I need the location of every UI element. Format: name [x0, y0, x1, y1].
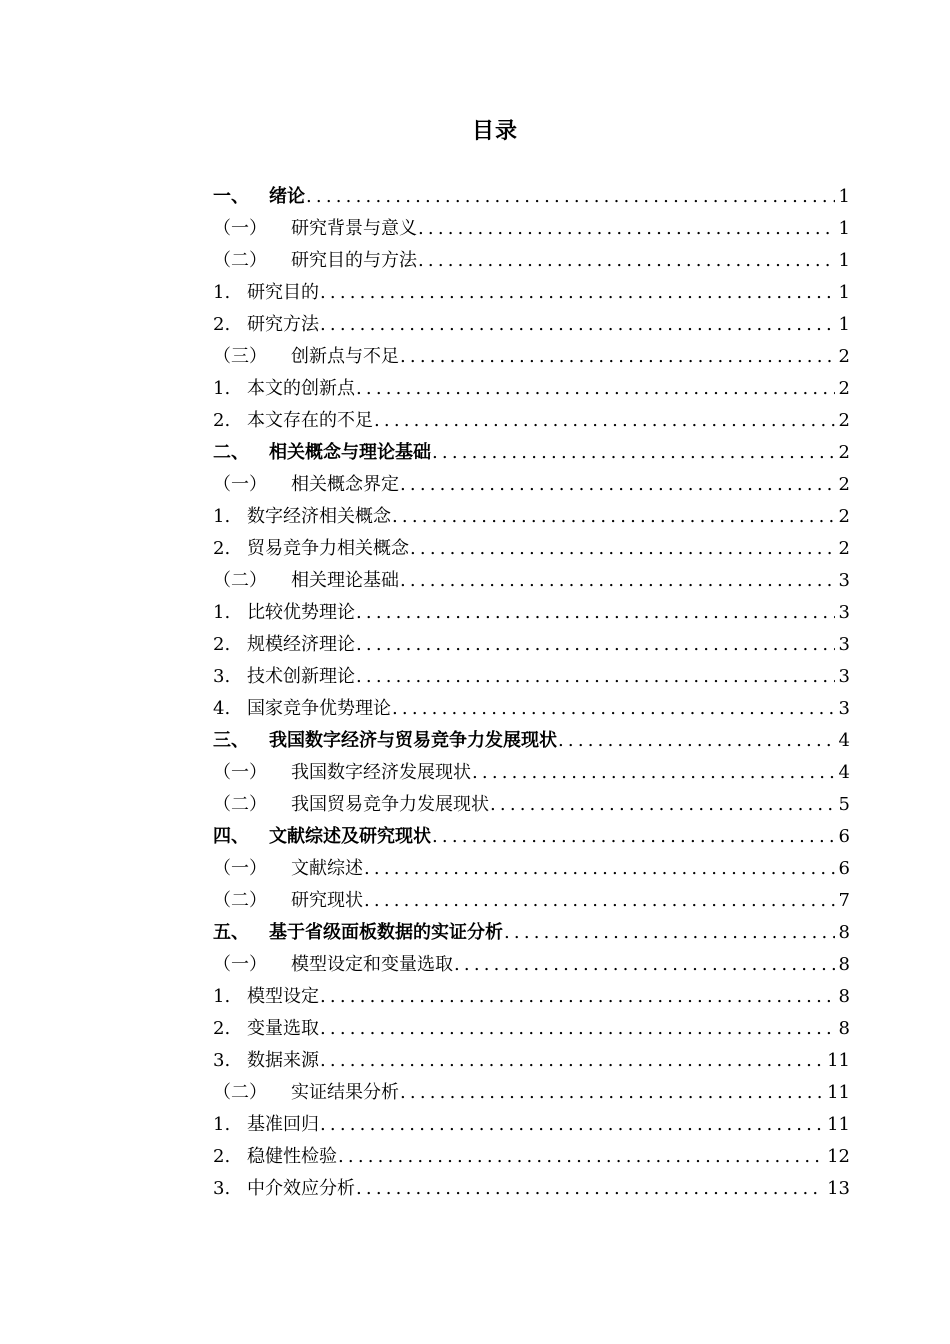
dot-leader — [432, 437, 835, 469]
toc-entry-page-number: 2 — [838, 410, 850, 431]
toc-entry-page-number: 3 — [838, 634, 850, 655]
toc-entry-level-3[interactable] — [213, 501, 850, 533]
toc-entry-number: 1. — [213, 1114, 231, 1135]
dot-leader — [356, 629, 835, 661]
dot-leader — [320, 981, 835, 1013]
toc-entry-number: 1. — [213, 986, 231, 1007]
toc-entry-number: （二） — [213, 794, 267, 815]
toc-entry-level-3[interactable] — [213, 373, 850, 405]
toc-entry-label: 相关概念界定 — [291, 474, 399, 495]
toc-entry-page-number: 1 — [838, 282, 850, 303]
toc-entry-level-3[interactable] — [213, 597, 850, 629]
dot-leader — [400, 565, 835, 597]
toc-entry-label: 我国数字经济发展现状 — [291, 762, 471, 783]
toc-entry-label: 研究目的 — [247, 282, 319, 303]
toc-entry-level-2[interactable] — [213, 341, 850, 373]
toc-entry-page-number: 13 — [827, 1178, 850, 1199]
toc-entry-label: 中介效应分析 — [247, 1178, 355, 1199]
toc-entry-number: 3. — [213, 666, 231, 687]
toc-entry-page-number: 7 — [838, 890, 850, 911]
toc-entry-label: 创新点与不足 — [291, 346, 399, 367]
page-title: 目录 — [471, 119, 518, 144]
toc-entry-number: 3. — [213, 1050, 231, 1071]
toc-entry-number: 4. — [213, 698, 231, 719]
table-of-contents — [213, 181, 850, 1205]
dot-leader — [356, 597, 835, 629]
toc-entry-label: 贸易竞争力相关概念 — [247, 538, 409, 559]
toc-entry-number: （一） — [213, 858, 267, 879]
toc-entry-label: 基于省级面板数据的实证分析 — [269, 922, 503, 943]
toc-entry-page-number: 11 — [827, 1050, 850, 1071]
toc-entry-page-number: 11 — [827, 1082, 850, 1103]
toc-entry-page-number: 1 — [838, 314, 850, 335]
toc-entry-label: 比较优势理论 — [247, 602, 355, 623]
toc-entry-number: （二） — [213, 1082, 267, 1103]
toc-entry-level-3[interactable] — [213, 533, 850, 565]
toc-entry-number: 1. — [213, 602, 231, 623]
toc-entry-level-3[interactable] — [213, 1109, 850, 1141]
dot-leader — [356, 1173, 823, 1205]
toc-entry-label: 规模经济理论 — [247, 634, 355, 655]
toc-entry-level-2[interactable] — [213, 885, 850, 917]
toc-entry-page-number: 8 — [838, 954, 850, 975]
toc-entry-level-1[interactable] — [213, 437, 850, 469]
toc-entry-level-2[interactable] — [213, 245, 850, 277]
dot-leader — [320, 1109, 823, 1141]
toc-entry-number: 2. — [213, 314, 231, 335]
toc-entry-level-3[interactable] — [213, 1045, 850, 1077]
toc-entry-number: 四、 — [213, 826, 249, 847]
toc-entry-level-3[interactable] — [213, 1173, 850, 1205]
dot-leader — [306, 181, 835, 213]
toc-entry-number: 2. — [213, 634, 231, 655]
toc-entry-number: （一） — [213, 954, 267, 975]
toc-entry-label: 数据来源 — [247, 1050, 319, 1071]
toc-entry-page-number: 11 — [827, 1114, 850, 1135]
toc-entry-level-2[interactable] — [213, 469, 850, 501]
dot-leader — [454, 949, 835, 981]
dot-leader — [400, 1077, 823, 1109]
dot-leader — [320, 309, 835, 341]
toc-entry-level-2[interactable] — [213, 853, 850, 885]
toc-entry-level-2[interactable] — [213, 1077, 850, 1109]
toc-entry-level-1[interactable] — [213, 725, 850, 757]
toc-entry-number: （一） — [213, 218, 267, 239]
toc-entry-page-number: 6 — [838, 826, 850, 847]
dot-leader — [490, 789, 835, 821]
toc-entry-page-number: 8 — [838, 986, 850, 1007]
toc-entry-label: 稳健性检验 — [247, 1146, 337, 1167]
toc-entry-number: （二） — [213, 250, 267, 271]
dot-leader — [356, 661, 835, 693]
toc-entry-level-3[interactable] — [213, 693, 850, 725]
toc-entry-page-number: 3 — [838, 602, 850, 623]
dot-leader — [392, 501, 835, 533]
toc-entry-page-number: 5 — [838, 794, 850, 815]
toc-entry-level-1[interactable] — [213, 821, 850, 853]
toc-entry-number: 一、 — [213, 186, 249, 207]
toc-entry-level-2[interactable] — [213, 565, 850, 597]
toc-entry-page-number: 2 — [838, 506, 850, 527]
toc-entry-number: （二） — [213, 570, 267, 591]
toc-entry-label: 相关概念与理论基础 — [269, 442, 431, 463]
dot-leader — [400, 341, 835, 373]
toc-entry-label: 模型设定 — [247, 986, 319, 1007]
toc-entry-level-3[interactable] — [213, 1141, 850, 1173]
toc-entry-level-1[interactable] — [213, 917, 850, 949]
dot-leader — [410, 533, 835, 565]
toc-entry-label: 相关理论基础 — [291, 570, 399, 591]
toc-entry-label: 绪论 — [269, 186, 305, 207]
toc-entry-level-2[interactable] — [213, 789, 850, 821]
dot-leader — [374, 405, 835, 437]
dot-leader — [320, 1045, 823, 1077]
toc-entry-page-number: 4 — [838, 762, 850, 783]
toc-entry-page-number: 3 — [838, 570, 850, 591]
dot-leader — [364, 853, 835, 885]
dot-leader — [472, 757, 835, 789]
toc-entry-number: 二、 — [213, 442, 249, 463]
toc-entry-level-2[interactable] — [213, 213, 850, 245]
toc-entry-level-3[interactable] — [213, 661, 850, 693]
toc-entry-level-3[interactable] — [213, 981, 850, 1013]
toc-entry-page-number: 2 — [838, 474, 850, 495]
toc-entry-page-number: 3 — [838, 666, 850, 687]
toc-entry-label: 基准回归 — [247, 1114, 319, 1135]
toc-entry-page-number: 2 — [838, 378, 850, 399]
toc-entry-label: 文献综述及研究现状 — [269, 826, 431, 847]
toc-entry-number: （一） — [213, 762, 267, 783]
toc-entry-page-number: 2 — [838, 346, 850, 367]
toc-entry-level-1[interactable] — [213, 181, 850, 213]
toc-entry-level-3[interactable] — [213, 405, 850, 437]
toc-entry-number: 五、 — [213, 922, 249, 943]
toc-entry-number: 1. — [213, 282, 231, 303]
toc-entry-label: 研究目的与方法 — [291, 250, 417, 271]
toc-entry-label: 实证结果分析 — [291, 1082, 399, 1103]
toc-entry-number: （一） — [213, 474, 267, 495]
toc-entry-level-3[interactable] — [213, 1013, 850, 1045]
toc-entry-level-2[interactable] — [213, 757, 850, 789]
toc-entry-level-2[interactable] — [213, 949, 850, 981]
dot-leader — [418, 213, 835, 245]
dot-leader — [418, 245, 835, 277]
dot-leader — [364, 885, 835, 917]
toc-entry-label: 模型设定和变量选取 — [291, 954, 453, 975]
toc-entry-number: （三） — [213, 346, 267, 367]
toc-entry-page-number: 3 — [838, 698, 850, 719]
dot-leader — [432, 821, 835, 853]
toc-entry-page-number: 6 — [838, 858, 850, 879]
toc-entry-label: 文献综述 — [291, 858, 363, 879]
toc-entry-label: 本文的创新点 — [247, 378, 355, 399]
toc-entry-page-number: 8 — [838, 1018, 850, 1039]
toc-entry-number: （二） — [213, 890, 267, 911]
dot-leader — [338, 1141, 823, 1173]
toc-entry-label: 研究现状 — [291, 890, 363, 911]
toc-entry-page-number: 1 — [838, 218, 850, 239]
dot-leader — [356, 373, 835, 405]
toc-entry-level-3[interactable] — [213, 309, 850, 341]
toc-entry-label: 研究方法 — [247, 314, 319, 335]
toc-entry-page-number: 8 — [838, 922, 850, 943]
dot-leader — [320, 1013, 835, 1045]
toc-entry-page-number: 4 — [838, 730, 850, 751]
toc-entry-label: 本文存在的不足 — [247, 410, 373, 431]
toc-entry-number: 1. — [213, 378, 231, 399]
toc-entry-level-3[interactable] — [213, 629, 850, 661]
toc-entry-page-number: 1 — [838, 250, 850, 271]
toc-entry-page-number: 1 — [838, 186, 850, 207]
toc-entry-label: 数字经济相关概念 — [247, 506, 391, 527]
toc-entry-page-number: 2 — [838, 442, 850, 463]
toc-entry-label: 变量选取 — [247, 1018, 319, 1039]
dot-leader — [392, 693, 835, 725]
toc-entry-number: 1. — [213, 506, 231, 527]
toc-entry-label: 我国数字经济与贸易竞争力发展现状 — [269, 730, 557, 751]
toc-entry-label: 我国贸易竞争力发展现状 — [291, 794, 489, 815]
toc-entry-label: 研究背景与意义 — [291, 218, 417, 239]
dot-leader — [400, 469, 835, 501]
toc-entry-level-3[interactable] — [213, 277, 850, 309]
toc-entry-page-number: 12 — [827, 1146, 850, 1167]
toc-entry-number: 2. — [213, 410, 231, 431]
toc-entry-label: 技术创新理论 — [247, 666, 355, 687]
toc-entry-number: 三、 — [213, 730, 249, 751]
dot-leader — [320, 277, 835, 309]
toc-entry-number: 2. — [213, 538, 231, 559]
toc-entry-number: 2. — [213, 1018, 231, 1039]
toc-entry-label: 国家竞争优势理论 — [247, 698, 391, 719]
toc-entry-page-number: 2 — [838, 538, 850, 559]
dot-leader — [558, 725, 835, 757]
toc-entry-number: 3. — [213, 1178, 231, 1199]
toc-entry-number: 2. — [213, 1146, 231, 1167]
dot-leader — [504, 917, 835, 949]
